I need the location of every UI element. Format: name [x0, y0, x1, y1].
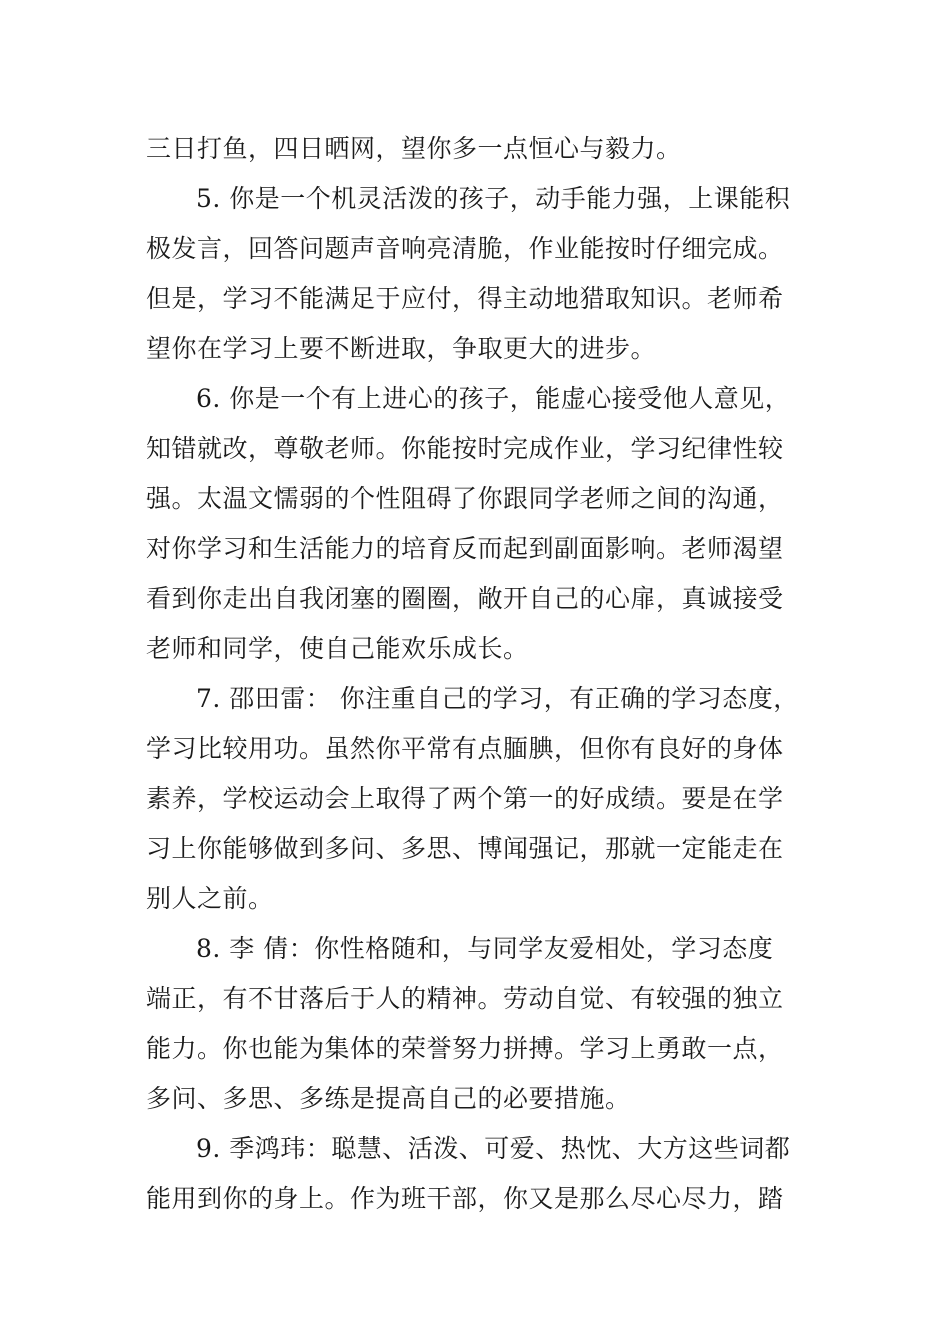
- text-line-20: 多问、多思、多练是提高自己的必要措施。: [146, 1084, 631, 1113]
- text-line-21: 9. 季鸿玮：聪慧、活泼、可爱、热忱、大方这些词都: [196, 1134, 791, 1163]
- text-line-5: 望你在学习上要不断进取，争取更大的进步。: [146, 334, 657, 363]
- text-line-14: 素养，学校运动会上取得了两个第一的好成绩。要是在学: [146, 784, 784, 813]
- text-line-4: 但是，学习不能满足于应付，得主动地猎取知识。老师希: [146, 284, 784, 313]
- text-line-10: 看到你走出自我闭塞的圈圈，敞开自己的心扉，真诚接受: [146, 584, 784, 613]
- text-line-2: 5. 你是一个机灵活泼的孩子，动手能力强，上课能积: [196, 184, 791, 213]
- text-line-7: 知错就改，尊敬老师。你能按时完成作业，学习纪律性较: [146, 434, 784, 463]
- text-line-9: 对你学习和生活能力的培育反而起到副面影响。老师渴望: [146, 534, 784, 563]
- text-line-16: 别人之前。: [146, 884, 274, 913]
- text-line-22: 能用到你的身上。作为班干部，你又是那么尽心尽力，踏: [146, 1184, 784, 1213]
- text-line-17: 8. 李 倩：你性格随和，与同学友爱相处，学习态度: [196, 934, 774, 963]
- text-line-12: 7. 邵田雷： 你注重自己的学习，有正确的学习态度，: [196, 684, 799, 713]
- text-line-1: 三日打鱼，四日晒网，望你多一点恒心与毅力。: [146, 134, 682, 163]
- text-line-8: 强。太温文懦弱的个性阻碍了你跟同学老师之间的沟通，: [146, 484, 784, 513]
- text-line-15: 习上你能够做到多问、多思、博闻强记，那就一定能走在: [146, 834, 784, 863]
- text-line-19: 能力。你也能为集体的荣誉努力拼搏。学习上勇敢一点，: [146, 1034, 784, 1063]
- text-line-18: 端正，有不甘落后于人的精神。劳动自觉、有较强的独立: [146, 984, 784, 1013]
- document-body: [146, 124, 816, 1224]
- text-line-11: 老师和同学，使自己能欢乐成长。: [146, 634, 529, 663]
- text-line-6: 6. 你是一个有上进心的孩子，能虚心接受他人意见，: [196, 384, 791, 413]
- text-line-13: 学习比较用功。虽然你平常有点腼腆，但你有良好的身体: [146, 734, 784, 763]
- text-line-3: 极发言，回答问题声音响亮清脆，作业能按时仔细完成。: [146, 234, 784, 263]
